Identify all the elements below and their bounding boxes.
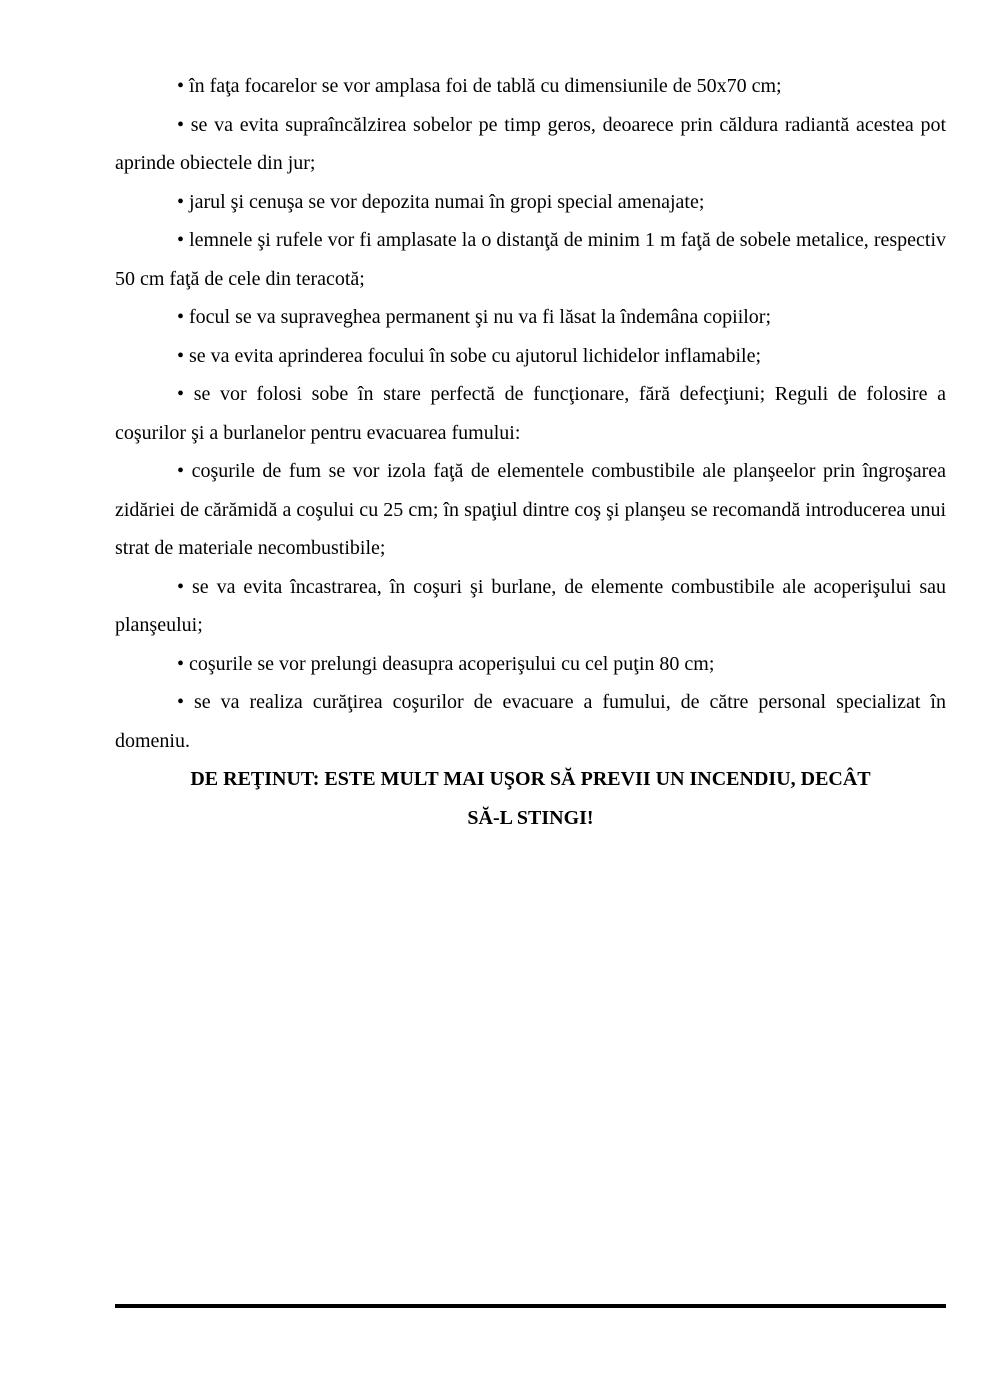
- bullet-icon: •: [177, 75, 185, 97]
- bullet-text: jarul şi cenuşa se vor depozita numai în gropi special amenajate;: [189, 190, 705, 213]
- bullet-text: se vor folosi sobe în stare perfectă de funcţionare, fără defecţiuni; Reguli de folosire a coşurilor şi a burlanelor pentru evacuarea fumului:: [115, 383, 946, 444]
- bullet-icon: •: [177, 652, 185, 675]
- closing-statement: [115, 760, 946, 837]
- bullet-text: se va evita supraîncălzirea sobelor pe timp geros, deoarece prin căldura radiantă acestea pot aprinde obiectele din jur;: [115, 113, 946, 174]
- closing-line-2: SĂ-L STINGI!: [467, 806, 594, 829]
- bullet-icon: •: [177, 575, 185, 598]
- bullet-text: coşurile de fum se vor izola faţă de elementele combustibile ale planşeelor prin îngroşarea zidăriei de cărămidă a coşului cu 25 cm; în spaţiul dintre coş şi planşeu se recomandă introducerea unui strat de materiale necombustibile;: [115, 460, 946, 559]
- bullet-paragraph: [115, 375, 946, 452]
- bullet-icon: •: [177, 190, 185, 213]
- bullet-paragraph: [115, 67, 946, 106]
- bullet-icon: •: [177, 691, 185, 713]
- bullet-icon: •: [177, 113, 185, 136]
- bullet-paragraph: [115, 106, 946, 183]
- bullet-paragraph: [115, 452, 946, 568]
- bullet-icon: •: [177, 344, 185, 367]
- bullet-paragraph: [115, 221, 946, 298]
- bullet-text: se va realiza curăţirea coşurilor de evacuare a fumului, de către personal specializat în domeniu.: [115, 691, 946, 752]
- bullet-paragraph: [115, 568, 946, 645]
- bullet-text: lemnele şi rufele vor fi amplasate la o distanţă de minim 1 m faţă de sobele metalice, respectiv 50 cm faţă de cele din teracotă;: [115, 229, 947, 290]
- bullet-text: se va evita aprinderea focului în sobe cu ajutorul lichidelor inflamabile;: [189, 344, 762, 367]
- bullet-icon: •: [177, 383, 185, 405]
- footer-divider: [115, 1304, 946, 1308]
- bullet-paragraph: [115, 183, 946, 222]
- bullet-paragraph: [115, 683, 946, 760]
- bullet-text: focul se va supraveghea permanent şi nu va fi lăsat la îndemâna copiilor;: [189, 306, 772, 328]
- bullet-paragraph: [115, 298, 946, 337]
- bullet-text: se va evita încastrarea, în coşuri şi burlane, de elemente combustibile ale acoperişului sau planşeului;: [115, 575, 947, 636]
- bullet-paragraph: [115, 337, 946, 376]
- bullet-icon: •: [177, 229, 185, 251]
- closing-line-1: DE REŢINUT: ESTE MULT MAI UŞOR SĂ PREVII UN INCENDIU, DECÂT: [190, 768, 871, 790]
- bullet-text: coşurile se vor prelungi deasupra acoperişului cu cel puţin 80 cm;: [189, 652, 715, 675]
- bullet-icon: •: [177, 306, 185, 328]
- document-body: [115, 67, 946, 837]
- bullet-icon: •: [177, 460, 185, 482]
- bullet-paragraph: [115, 645, 946, 684]
- bullet-text: în faţa focarelor se vor amplasa foi de tablă cu dimensiunile de 50x70 cm;: [189, 75, 782, 97]
